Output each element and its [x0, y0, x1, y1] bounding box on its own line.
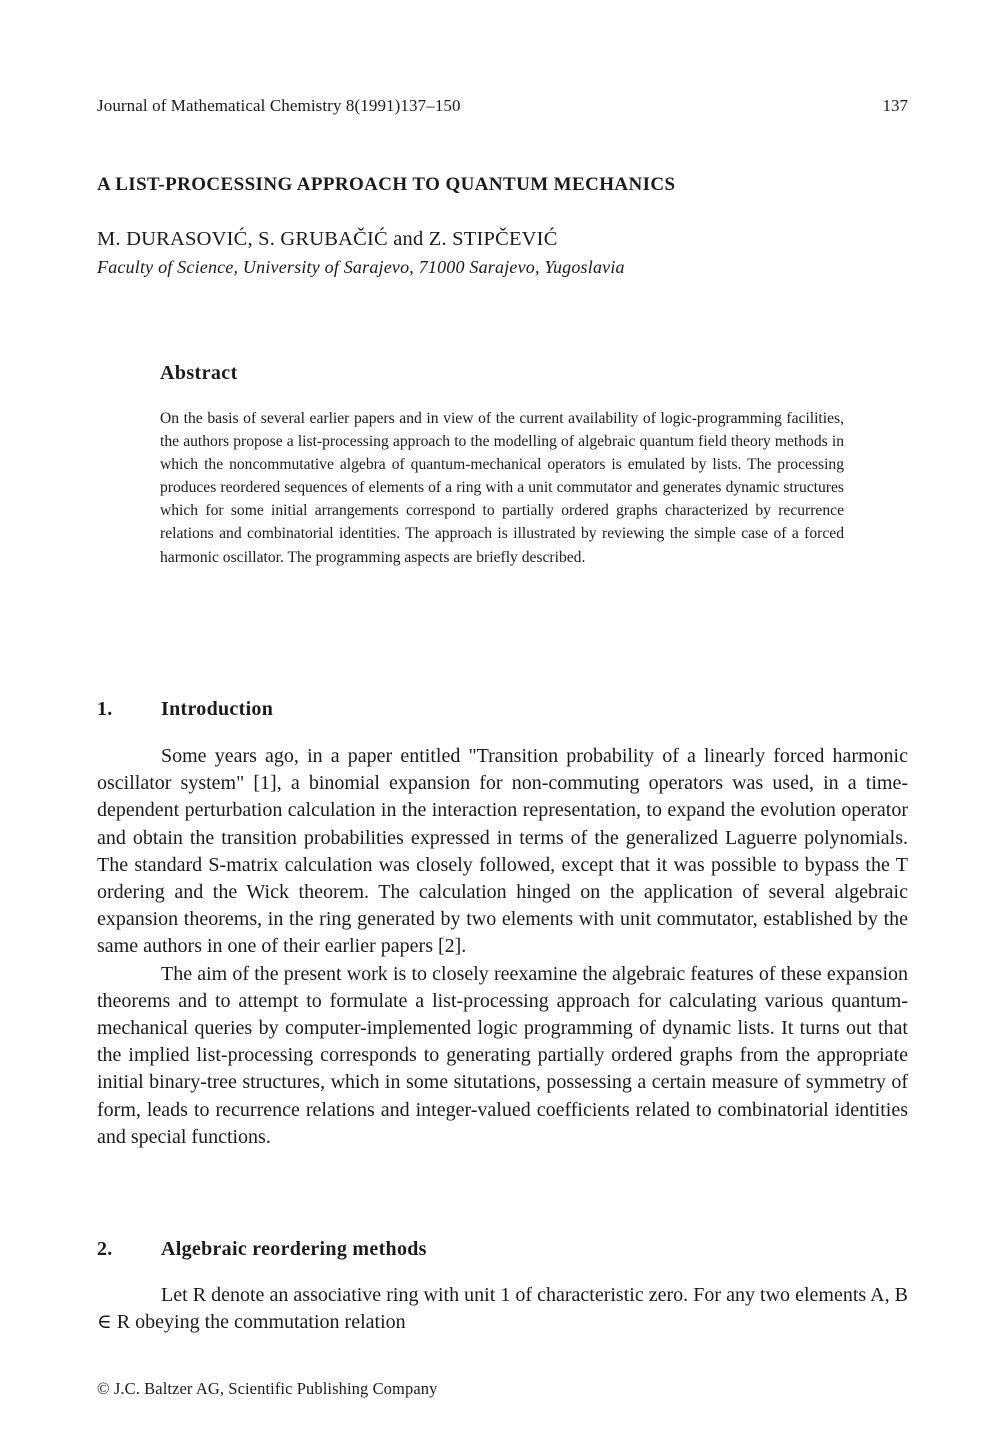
- abstract-heading: Abstract: [160, 362, 238, 384]
- paragraph: Let R denote an associative ring with unit 1 of characteristic zero. For any two elements A, B ∈ R obeying the commutation relation: [97, 1284, 908, 1334]
- authors: M. DURASOVIĆ, S. GRUBAČIĆ and Z. STIPČEVIĆ: [97, 228, 558, 250]
- section-2-number: 2.: [97, 1238, 113, 1260]
- copyright-footer: © J.C. Baltzer AG, Scientific Publishing Company: [97, 1379, 438, 1398]
- paper-title: A LIST-PROCESSING APPROACH TO QUANTUM MECHANICS: [97, 174, 676, 195]
- introduction-body: [97, 743, 908, 1151]
- section-2-title: Algebraic reordering methods: [161, 1238, 427, 1260]
- running-head: Journal of Mathematical Chemistry 8(1991)137–150: [97, 96, 461, 115]
- paragraph: The aim of the present work is to closely reexamine the algebraic features of these expansion theorems and to attempt to formulate a list-processing approach for calculating various quantum-mechanical queries by computer-implemented logic programming of dynamic lists. It turns out that the implied list-processing corresponds to generating partially ordered graphs from the appropriate initial binary-tree structures, which in some situtations, possessing a certain measure of symmetry of form, leads to recurrence relations and integer-valued coefficients related to combinatorial identities and special functions.: [97, 962, 908, 1148]
- section-1-number: 1.: [97, 698, 113, 720]
- algebraic-methods-body: [97, 1282, 908, 1336]
- paragraph: Some years ago, in a paper entitled "Transition probability of a linearly forced harmonic oscillator system" [1], a binomial expansion for non-commuting operators was used, in a time-dependent perturbation calculation in the interaction representation, to expand the evolution operator and obtain the transition probabilities expressed in terms of the generalized Laguerre polynomials. The standard S-matrix calculation was closely followed, except that it was possible to bypass the T ordering and the Wick theorem. The calculation hinged on the application of several algebraic expansion theorems, in the ring generated by two elements with unit commutator, established by the same authors in one of their earlier papers [2].: [97, 745, 908, 958]
- section-1-title: Introduction: [161, 698, 274, 720]
- affiliation: Faculty of Science, University of Sarajevo, 71000 Sarajevo, Yugoslavia: [97, 257, 625, 277]
- abstract-body: On the basis of several earlier papers and in view of the current availability of logic-programming facilities, the authors propose a list-processing approach to the modelling of algebraic quantum field theory methods in which the noncommutative algebra of quantum-mechanical operators is emulated by lists. The processing produces reordered sequences of elements of a ring with a unit commutator and generates dynamic structures which for some initial arrangements correspond to partially ordered graphs characterized by recurrence relations and combinatorial identities. The approach is illustrated by reviewing the simple case of a forced harmonic oscillator. The programming aspects are briefly described.: [160, 410, 844, 566]
- page-number: 137: [882, 96, 908, 115]
